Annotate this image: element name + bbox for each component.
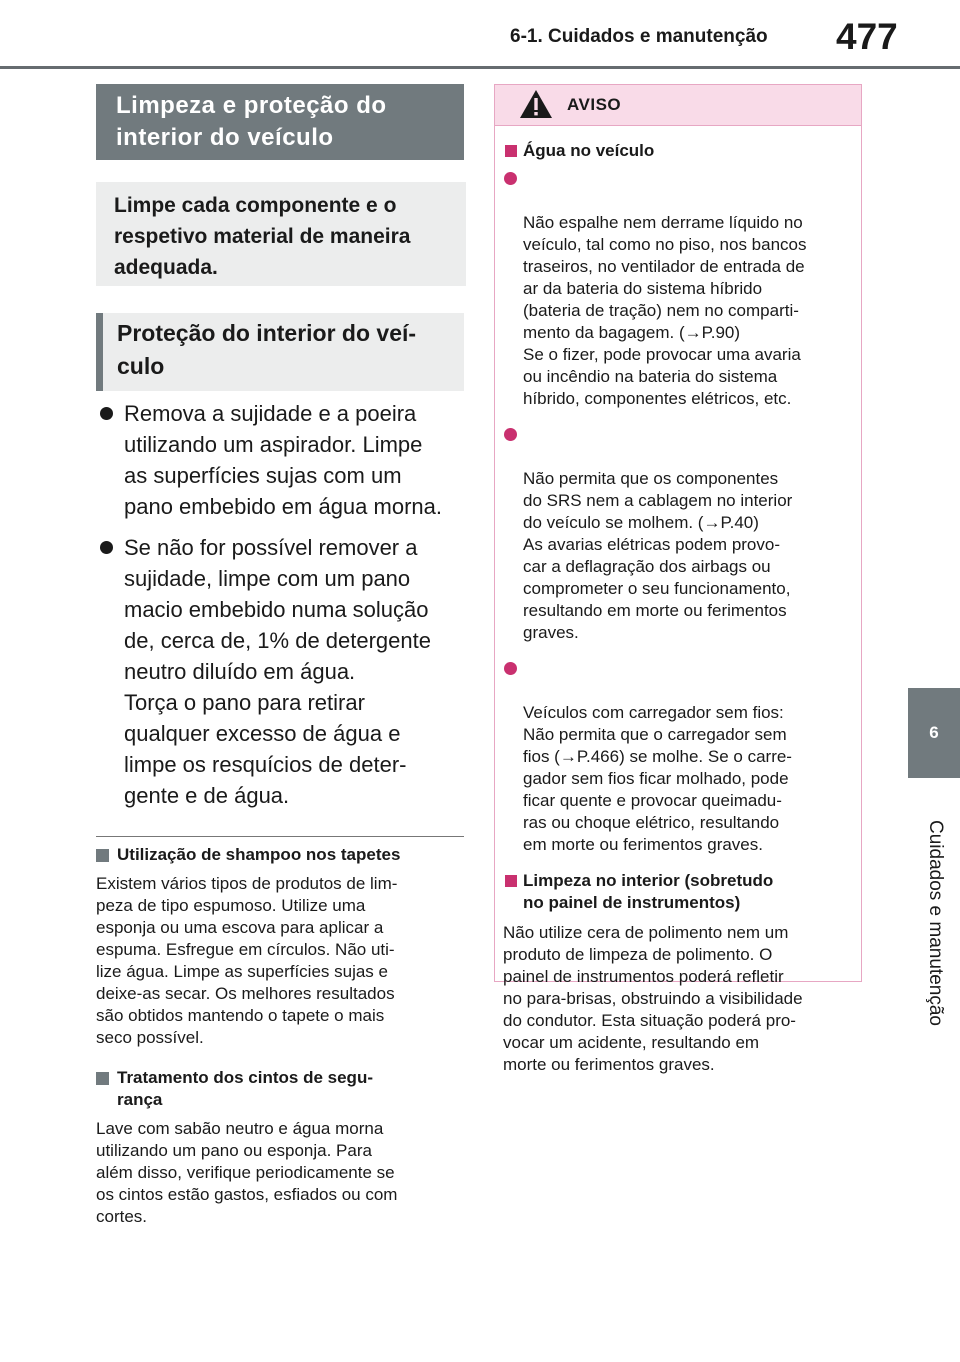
info-block-shampoo (96, 844, 468, 1049)
warning-item (503, 658, 853, 856)
bullet-text: Se não for possível remover a sujidade, limpe com um pano macio embebido numa solução de, cerca de, 1% de detergente neutro diluído em água. (124, 535, 431, 684)
bullet-dot-icon (504, 172, 517, 185)
info-heading (96, 844, 468, 866)
warning-heading-text: Água no veículo (523, 141, 655, 160)
warning-item (503, 424, 853, 644)
intro-text: Limpe cada componente e o respetivo material de maneira adequada. (114, 194, 411, 279)
subsection-heading (96, 313, 464, 391)
list-item (96, 398, 476, 522)
info-body: Lave com sabão neutro e água morna utilizando um pano ou esponja. Para além disso, verifique periodicamente se os cintos estão gastos, esfiados ou com cortes. (96, 1119, 398, 1226)
divider (96, 836, 464, 837)
chapter-number: 6 (929, 723, 939, 742)
warning-item-text: Não permita que os componentes do SRS nem a cablagem no interior do veículo se molhem. (→P.40) As avarias elétricas podem provo- car a deflagração dos airbags ou comprometer o seu funcionamento, resultando em morte ou ferimentos graves. (523, 469, 793, 642)
square-bullet-icon (96, 849, 109, 862)
chapter-tab[interactable] (908, 688, 960, 778)
bullet-dot-icon (504, 662, 517, 675)
warning-paragraph: Não utilize cera de polimento nem um produto de limpeza de polimento. O painel de instrumentos poderá refletir no para-brisas, obstruindo a visibilidade do condutor. Esta situação poderá pro- vocar um acidente, resultando em morte ou ferimentos graves. (503, 923, 803, 1074)
subsection-title: Proteção do interior do veí- culo (117, 320, 417, 379)
warning-item-text: Não espalhe nem derrame líquido no veículo, tal como no piso, nos bancos traseiros, no ventilador de entrada de ar da bateria do sistema híbrido (bateria de tração) nem no comparti- mento da bagagem. (→P.90) Se o fizer, pode provocar uma avaria ou incêndio na bateria do sistema híbrido, componentes elétricos, etc. (523, 213, 807, 408)
warning-box (494, 84, 862, 1074)
bullet-dot-icon (100, 541, 113, 554)
warning-content (495, 126, 861, 1076)
square-bullet-icon (505, 145, 517, 157)
bullet-text: Remova a sujidade e a poeira utilizando um aspirador. Limpe as superfícies sujas com um pano embebido em água morna. (124, 401, 442, 519)
header-rule (0, 66, 960, 69)
warning-header (495, 85, 861, 126)
info-body: Existem vários tipos de produtos de lim- peza de tipo espumoso. Utilize uma esponja ou uma escova para aplicar a espuma. Esfregue em círculos. Não uti- lize água. Limpe as superfícies sujas e deixe-as secar. Os melhores resultados são obtidos mantendo o tapete o mais seco possível. (96, 874, 398, 1047)
warning-triangle-icon (519, 89, 553, 119)
square-bullet-icon (96, 1072, 109, 1085)
info-block-seatbelts (96, 1067, 468, 1228)
info-heading (96, 1067, 468, 1111)
warning-label: AVISO (567, 95, 622, 114)
page-number: 477 (836, 16, 898, 57)
banner-title: Limpeza e proteção do interior do veículo (116, 92, 387, 151)
info-heading-text: Tratamento dos cintos de segu- rança (117, 1068, 373, 1109)
warning-heading (503, 870, 853, 914)
warning-item (503, 168, 853, 410)
intro-box (96, 182, 466, 286)
square-bullet-icon (505, 875, 517, 887)
warning-item-text: Veículos com carregador sem fios: Não permita que o carregador sem fios (→P.466) se molhe. Se o carre- gador sem fios ficar molhado, pode ficar quente e provocar queimadu- ras ou choque elétrico, resultando em morte ou ferimentos graves. (523, 703, 792, 854)
bullet-dot-icon (504, 428, 517, 441)
section-banner (96, 84, 464, 160)
list-item (96, 532, 476, 811)
bullet-list (96, 398, 476, 819)
warning-heading-text: Limpeza no interior (sobretudo no painel de instrumentos) (523, 871, 774, 912)
section-title: 6-1. Cuidados e manutenção (510, 26, 768, 47)
chapter-title: Cuidados e manutenção (925, 820, 946, 1026)
bullet-dot-icon (100, 407, 113, 420)
warning-heading (503, 140, 853, 162)
info-heading-text: Utilização de shampoo nos tapetes (117, 845, 401, 864)
bullet-extra-text: Torça o pano para retirar qualquer excesso de água e limpe os resquícios de deter- gente e de água. (124, 690, 407, 808)
